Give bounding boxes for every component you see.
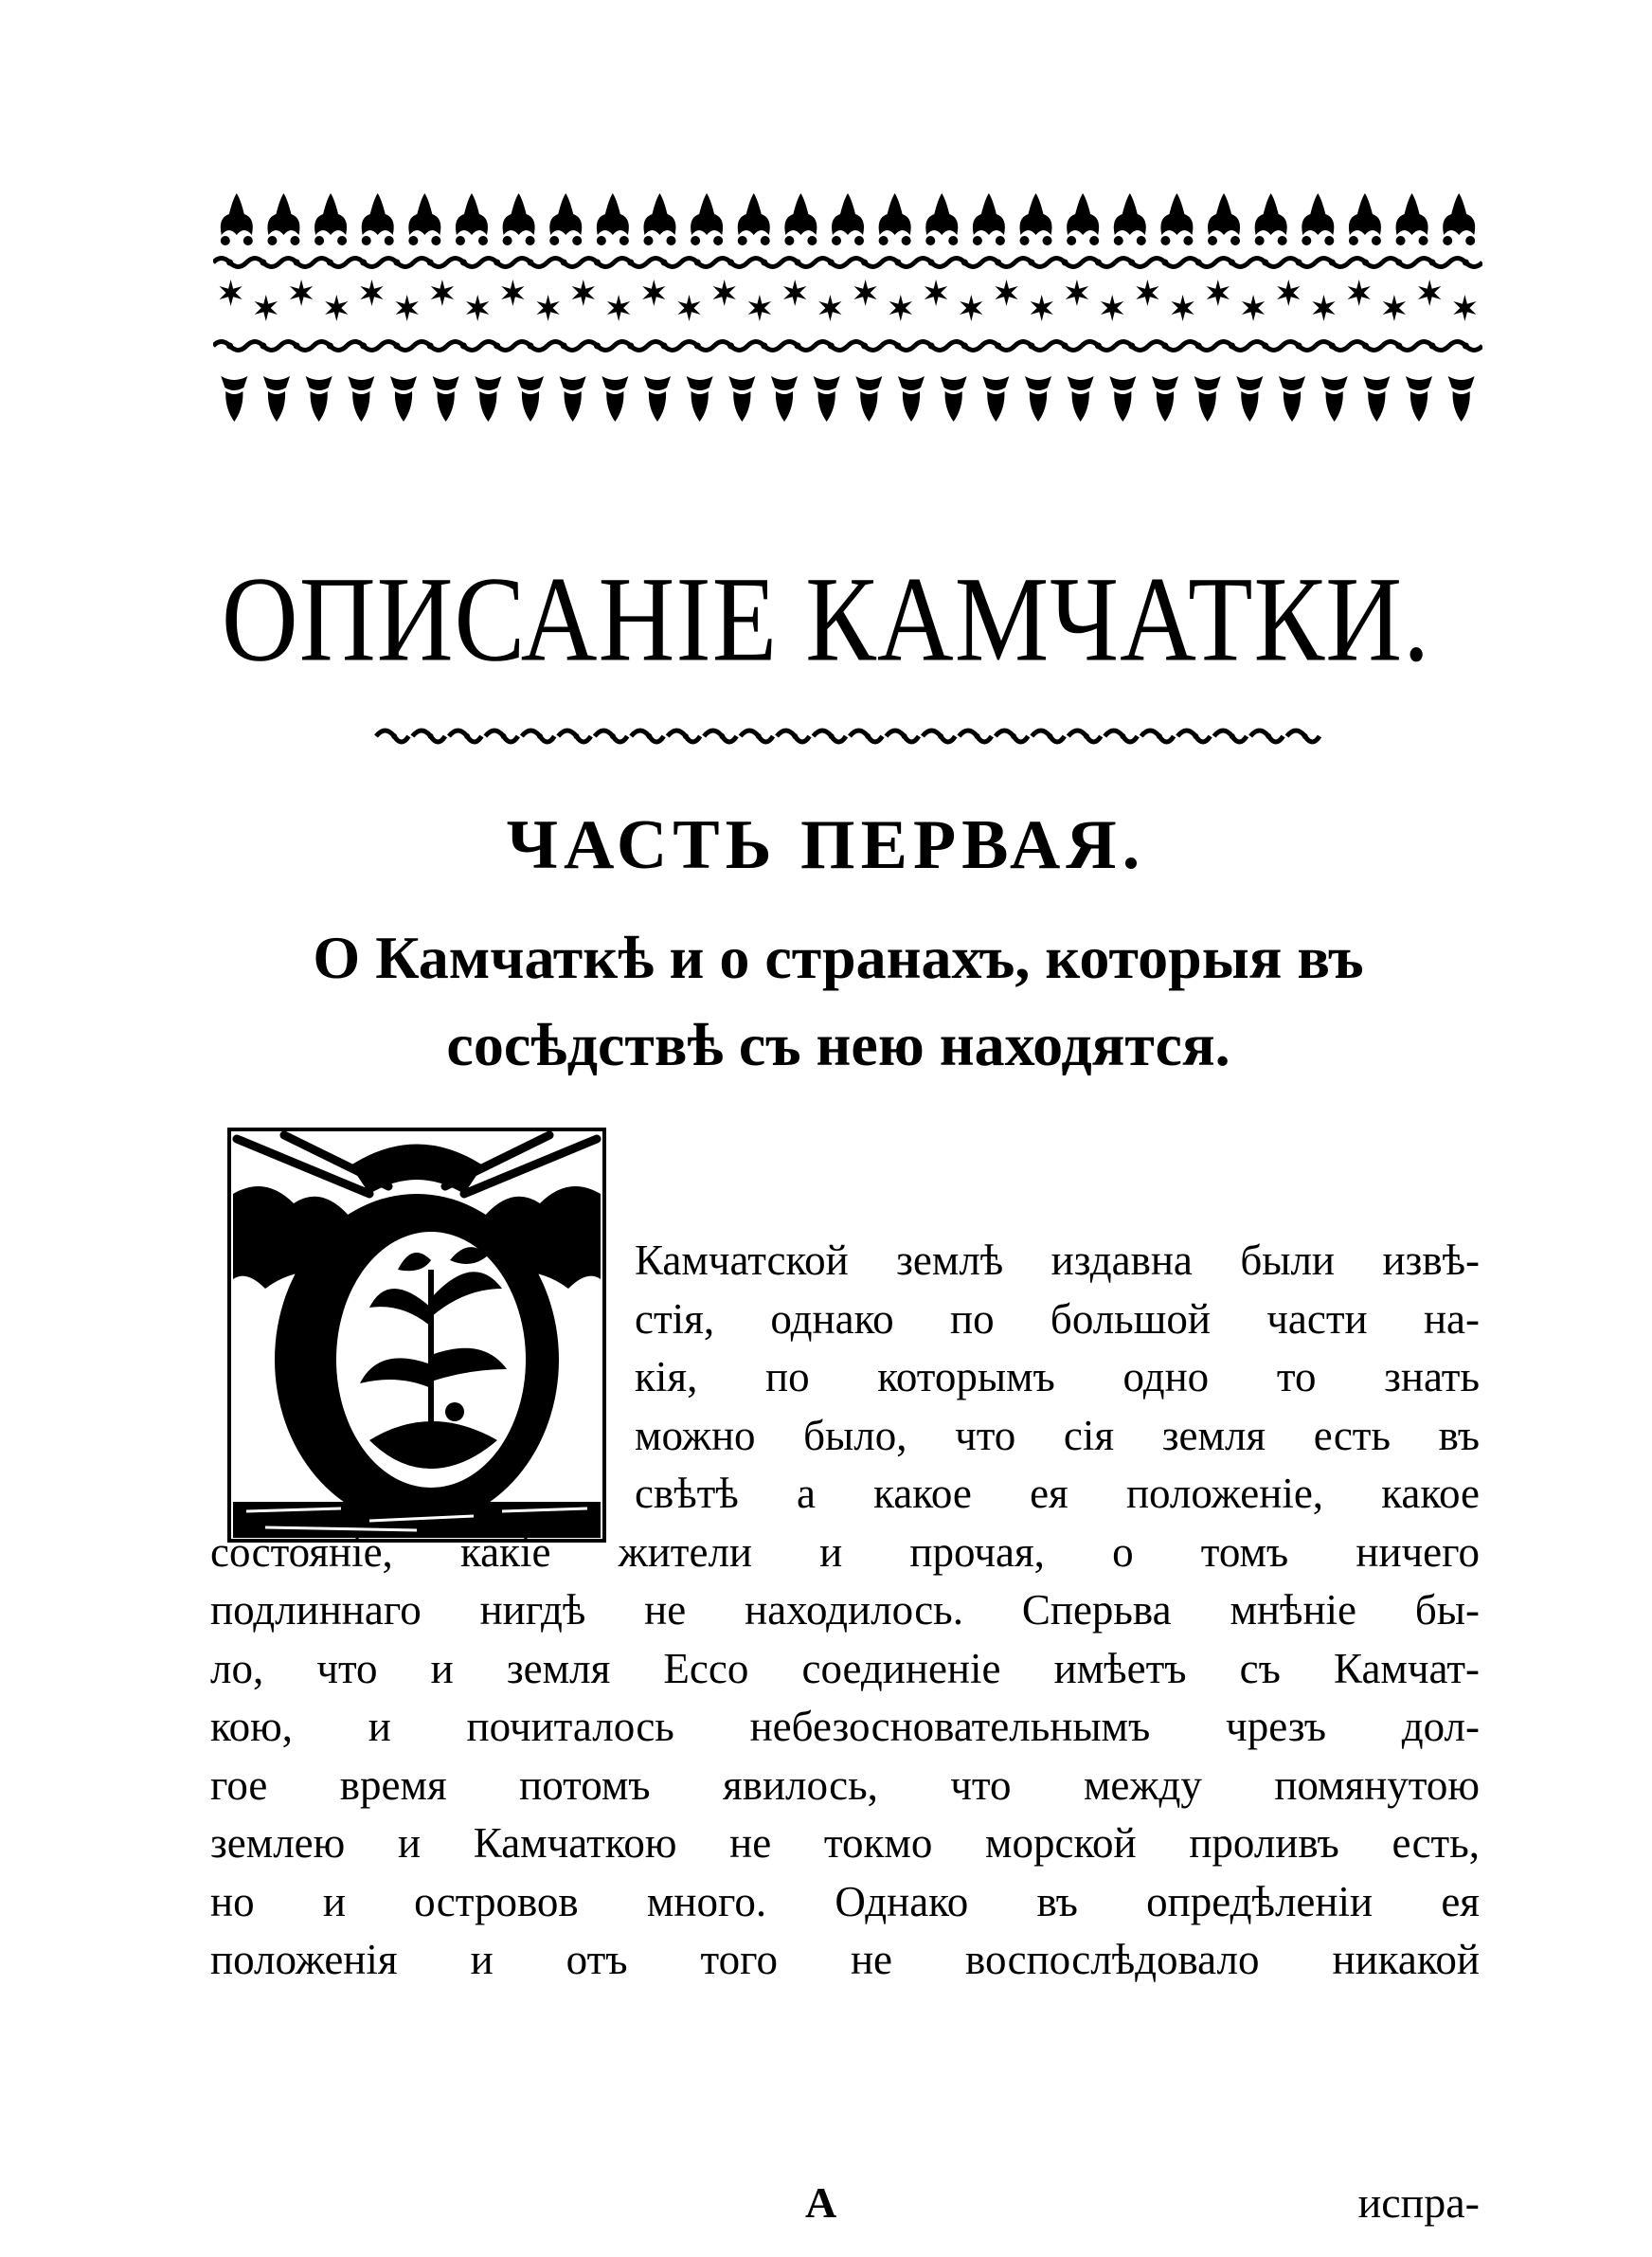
ornamental-headpiece [213, 185, 1482, 436]
main-title: ОПИСАНІЕ КАМЧАТКИ. [221, 551, 1431, 688]
text-line: можно было, что сія земля есть въ [635, 1411, 1480, 1459]
signature-mark: А [805, 2178, 837, 2227]
title-ornamental-rule [374, 725, 1321, 748]
text-line: положенія и отъ того не воспослѣдовало никакой [210, 1936, 1480, 1983]
text-line: землею и Камчаткою не токмо морской проливъ есть, [210, 1819, 1480, 1867]
chapter-heading [204, 914, 1473, 1089]
text-line: но и островов много. Однако въ опредѣленіи ея [210, 1877, 1480, 1925]
text-line: состояніе, какіе жители и прочая, о томъ ничего [210, 1527, 1480, 1576]
text-line: свѣтѣ а какое ея положеніе, какое [635, 1470, 1480, 1517]
text-line: гое время потомъ явилось, что между помянутою [210, 1760, 1480, 1809]
body-text [210, 1232, 1480, 1990]
page-footer-line [210, 2177, 1480, 2234]
text-line: кою, и почиталось небезосновательнымъ чрезъ дол- [210, 1703, 1480, 1750]
text-line: ло, что и земля Ессо соединеніе имѣетъ съ Камчат- [210, 1644, 1480, 1692]
part-title: ЧАСТЬ ПЕРВАЯ. [506, 806, 1146, 884]
scroll-rule-icon [374, 725, 1321, 748]
catchword: испра- [1357, 2178, 1480, 2227]
text-line: кія, по которымъ одно то знать [635, 1353, 1480, 1400]
text-line: Камчатской землѣ издавна были извѣ- [635, 1237, 1480, 1284]
headpiece-ornament-icon [213, 185, 1482, 436]
text-line: стія, однако по большой части на- [635, 1294, 1480, 1343]
chapter-heading-line: сосѣдствѣ съ нею находятся. [446, 1011, 1230, 1078]
text-line: подлиннаго нигдѣ не находилось. Сперьва мнѣніе бы- [210, 1586, 1480, 1634]
chapter-heading-line: О Камчаткѣ и о странахъ, которыя въ [313, 924, 1364, 991]
